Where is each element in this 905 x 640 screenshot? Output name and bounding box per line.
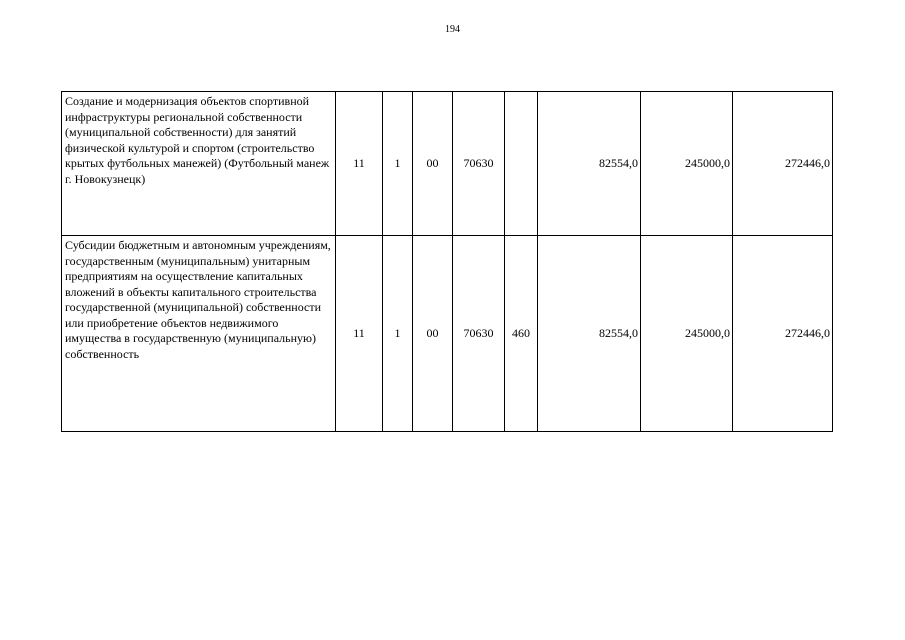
target-code-cell: 70630 [453, 236, 505, 432]
program-cell: 00 [413, 92, 453, 236]
amount-1-cell: 82554,0 [538, 236, 641, 432]
target-code-cell: 70630 [453, 92, 505, 236]
page-number: 194 [445, 24, 460, 35]
section-cell: 11 [336, 236, 383, 432]
program-cell: 00 [413, 236, 453, 432]
amount-3-cell: 272446,0 [733, 92, 833, 236]
row-description: Создание и модернизация объектов спортивной инфраструктуры региональной собственности (муниципальной собственности) для занятий физической культурой и спортом (строительство крытых футбольных манежей) (Футбольный манеж г. Новокузнецк) [62, 92, 336, 236]
table-row [62, 92, 833, 236]
section-cell: 11 [336, 92, 383, 236]
expense-type-cell: 460 [505, 236, 538, 432]
table-row [62, 236, 833, 432]
expense-type-cell [505, 92, 538, 236]
amount-2-cell: 245000,0 [641, 236, 733, 432]
amount-2-cell: 245000,0 [641, 92, 733, 236]
subsection-cell: 1 [383, 236, 413, 432]
budget-table [61, 91, 833, 432]
subsection-cell: 1 [383, 92, 413, 236]
amount-3-cell: 272446,0 [733, 236, 833, 432]
row-description: Субсидии бюджетным и автономным учреждениям, государственным (муниципальным) унитарным предприятиям на осуществление капитальных вложений в объекты капитального строительства государственной (муниципальной) собственности или приобретение объектов недвижимого имущества в государственную (муниципальную) собственность [62, 236, 336, 432]
amount-1-cell: 82554,0 [538, 92, 641, 236]
